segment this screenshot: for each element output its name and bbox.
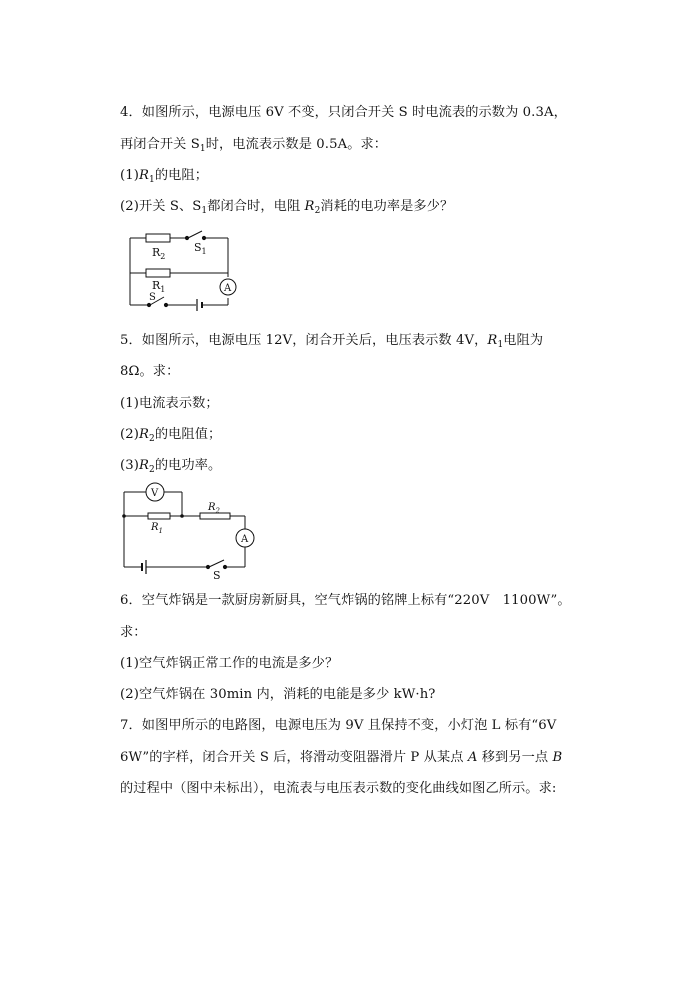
q4-r1-label: $R_1$	[152, 279, 166, 294]
q6-line2: 求：	[120, 625, 147, 640]
q6-part1: (1)空气炸锅正常工作的电流是多少？	[120, 656, 339, 671]
q4-r2-label: $R_2$	[152, 246, 166, 261]
q5-part2: $(2)R_2$的电阻值；	[120, 427, 222, 444]
q4-part1: $(1)R_1$的电阻；	[120, 168, 208, 185]
q5-s-label: S	[213, 569, 221, 582]
q7-line2: 6W”的字样，闭合开关 S 后，将滑动变阻器滑片 P 从某点 A 移到另一点 B	[120, 750, 563, 765]
q4-line1: 4．如图所示，电源电压 6V 不变，只闭合开关 S 时电流表的示数为 0.3A，	[120, 105, 567, 120]
q5-part1: (1)电流表示数；	[120, 396, 219, 411]
q4-s1-label: $S_1$	[194, 241, 207, 256]
q4-part2: (2)开关 S、$S_1$都闭合时，电阻 $R_2$消耗的电功率是多少？	[120, 199, 454, 216]
q6-part2: (2)空气炸锅在 30min 内，消耗的电能是多少 kW·h?	[120, 687, 436, 702]
q5-r1-label: $R_1$	[151, 522, 163, 535]
q4-line2: 再闭合开关 $S_1$时，电流表示数是 0.5A。求：	[120, 137, 388, 154]
q5-r2-label: $R_2$	[208, 502, 220, 515]
q6-line1: 6．空气炸锅是一款厨房新厨具，空气炸锅的铭牌上标有“220V 1100W”。	[120, 593, 571, 608]
q7-line1: 7．如图甲所示的电路图，电源电压为 9V 且保持不变，小灯泡 L 标有“6V	[120, 718, 557, 733]
q4-s-label: S	[149, 292, 156, 303]
q5-ammeter-label: A	[241, 534, 249, 545]
q5-part3: $(3)R_2$的电功率。	[120, 458, 222, 475]
q5-line2: 8Ω。求：	[120, 364, 180, 379]
q5-line1: 5．如图所示，电源电压 12V，闭合开关后，电压表示数 4V，$R_1$电阻为	[120, 333, 544, 350]
q4-ammeter-label: A	[224, 283, 232, 294]
q5-circuit-diagram	[118, 478, 260, 582]
q5-voltmeter-label: V	[151, 488, 159, 499]
q7-line3: 的过程中（图中未标出），电流表与电压表示数的变化曲线如图乙所示。求:	[120, 781, 557, 796]
q4-circuit-diagram	[118, 226, 248, 316]
